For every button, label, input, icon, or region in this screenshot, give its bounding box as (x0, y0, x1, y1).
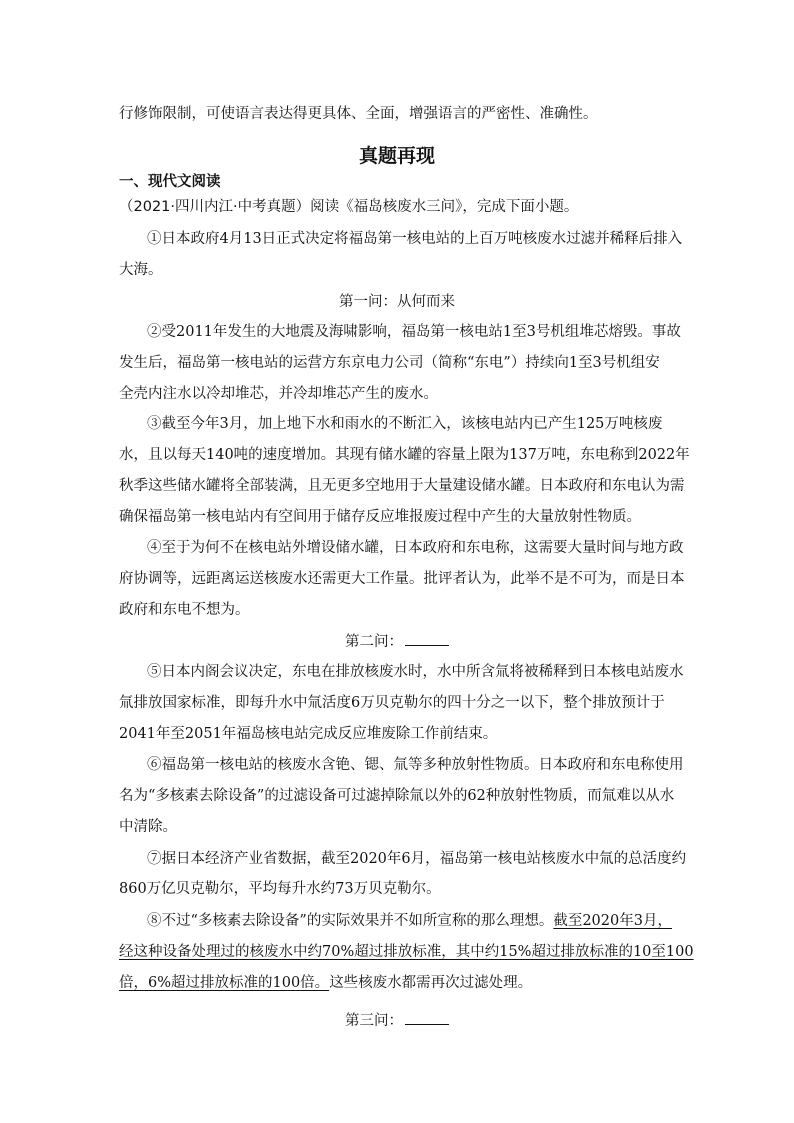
para-4-line-1: ④至于为何不在核电站外增设储水罐，日本政府和东电称，这需要大量时间与地方政 (147, 540, 684, 556)
para-5-line-2: 氚排放国家标准，即每升水中氚活度6万贝克勒尔的四十分之一以下，整个排放预计于 (119, 695, 665, 711)
intro-line: 行修饰限制，可使语言表达得更具体、全面，增强语言的严密性、准确性。 (119, 106, 598, 122)
para-1-line-2: 大海。 (119, 262, 163, 278)
question-3-label: 第三问： (345, 1013, 403, 1029)
question-3-blank (405, 1010, 449, 1025)
question-1-heading: 第一问：从何而来 (339, 294, 455, 310)
part-heading: 一、现代文阅读 (119, 174, 221, 190)
para-5-line-3: 2041年至2051年福岛核电站完成反应堆废除工作前结束。 (119, 726, 498, 742)
question-2-label: 第二问： (345, 634, 403, 650)
para-2-line-2: 发生后，福岛第一核电站的运营方东京电力公司（简称“东电”）持续向1至3号机组安 (119, 355, 660, 371)
para-3-line-2: 水，且以每天140吨的速度增加。其现有储水罐的容量上限为137万吨，东电称到2022年 (119, 447, 690, 463)
para-8-underlined-end: 倍，6%超过排放标准的100倍。 (119, 975, 330, 991)
para-8-lead: ⑧不过“多核素去除设备”的实际效果并不如所宣称的那么理想。 (147, 913, 554, 929)
para-3-line-1: ③截至今年3月，加上地下水和雨水的不断汇入，该核电站内已产生125万吨核废 (147, 416, 663, 432)
para-6-line-3: 中清除。 (119, 819, 177, 835)
para-1-line-1: ①日本政府4月13日正式决定将福岛第一核电站的上百万吨核废水过滤并稀释后排入 (147, 231, 683, 247)
para-8-underlined-line-2: 经这种设备处理过的核废水中约70%超过排放标准，其中约15%超过排放标准的10至100 (119, 944, 694, 960)
question-2-heading (0, 631, 794, 652)
para-2-line-1: ②受2011年发生的大地震及海啸影响，福岛第一核电站1至3号机组堆芯熔毁。事故 (147, 324, 681, 340)
para-8-line-1 (147, 911, 707, 931)
para-7-line-1: ⑦据日本经济产业省数据，截至2020年6月，福岛第一核电站核废水中氚的总活度约 (147, 851, 687, 867)
question-2-blank (405, 631, 449, 646)
para-4-line-3: 政府和东电不想为。 (119, 602, 250, 618)
section-title: 真题再现 (358, 145, 435, 167)
source-line: （2021·四川内江·中考真题）阅读《福岛核废水三问》，完成下面小题。 (119, 199, 579, 215)
para-3-line-3: 秋季这些储水罐将全部装满，且无更多空地用于大量建设储水罐。日本政府和东电认为需 (119, 478, 685, 494)
para-6-line-2: 名为“多核素去除设备”的过滤设备可过滤掉除氚以外的62种放射性物质，而氚难以从水 (119, 788, 675, 804)
para-2-line-3: 全壳内注水以冷却堆芯，并冷却堆芯产生的废水。 (119, 386, 438, 402)
para-8-tail: 这些核废水都需再次过滤处理。 (329, 975, 533, 991)
para-5-line-1: ⑤日本内阁会议决定，东电在排放核废水时，水中所含氚将被稀释到日本核电站废水 (147, 664, 684, 680)
para-8-line-3 (119, 973, 679, 993)
para-8-underlined-start: 截至2020年3月， (553, 913, 672, 929)
para-7-line-2: 860万亿贝克勒尔，平均每升水约73万贝克勒尔。 (119, 881, 441, 897)
question-3-heading (0, 1010, 794, 1031)
para-4-line-2: 府协调等，远距离运送核废水还需更大工作量。批评者认为，此举不是不可为，而是日本 (119, 571, 685, 587)
para-3-line-4: 确保福岛第一核电站内有空间用于储存反应堆报废过程中产生的大量放射性物质。 (119, 509, 641, 525)
para-6-line-1: ⑥福岛第一核电站的核废水含铯、锶、氚等多种放射性物质。日本政府和东电称使用 (147, 757, 684, 773)
